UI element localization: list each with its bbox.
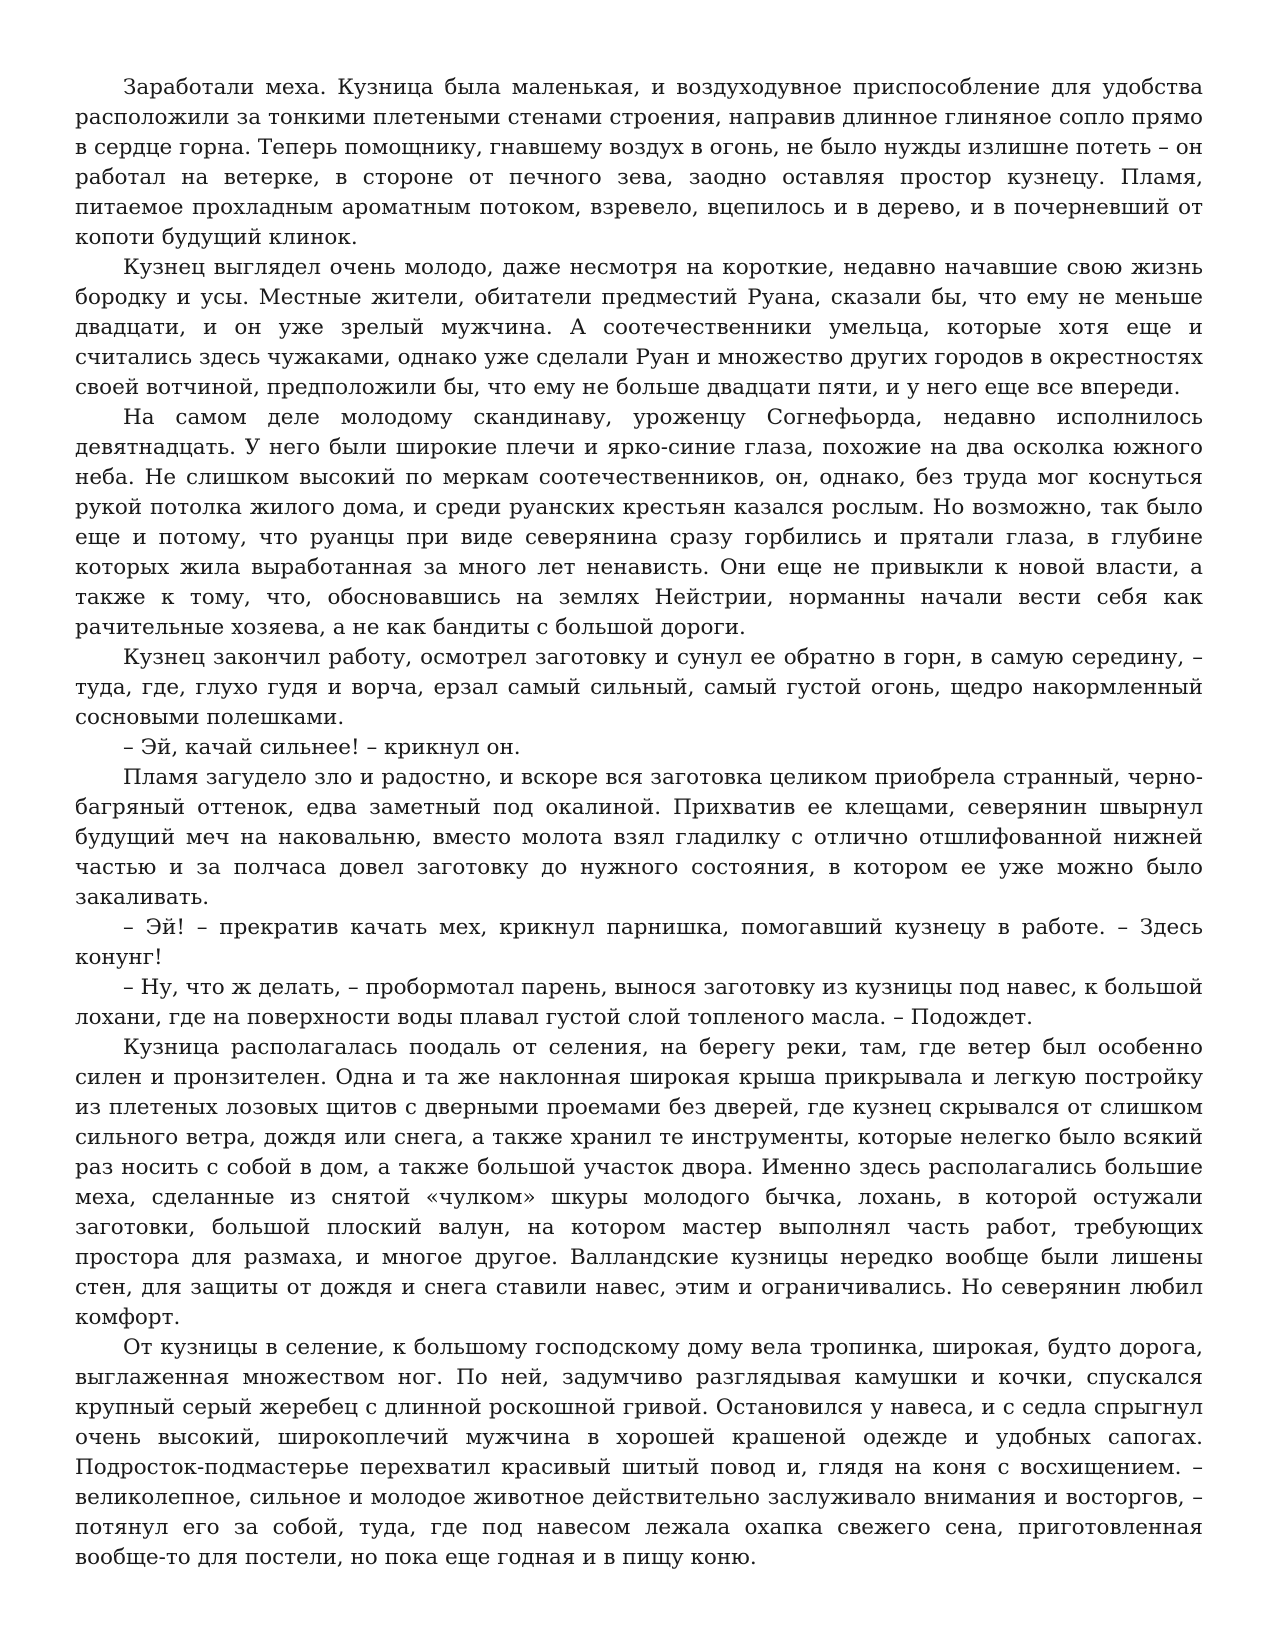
paragraph-7: – Эй! – прекратив качать мех, крикнул парнишка, помогавший кузнецу в работе. – Здесь конунг!: [75, 915, 1203, 970]
paragraph-2: Кузнец выглядел очень молодо, даже несмотря на короткие, недавно начавшие свою жизнь бородку и усы. Местные жители, обитатели предместий Руана, сказали бы, что ему не меньше двадцати, и он уже зрелый мужчина. А соотечественники умельца, которые хотя еще и считались здесь чужаками, однако уже сделали Руан и множество других городов в окрестностях своей вотчиной, предположили бы, что ему не больше двадцати пяти, и у него еще все впереди.: [75, 255, 1203, 400]
paragraph-6: Пламя загудело зло и радостно, и вскоре вся заготовка целиком приобрела странный, черно-багряный оттенок, едва заметный под окалиной. Прихватив ее клещами, северянин швырнул будущий меч на наковальню, вместо молота взял гладилку с отлично отшлифованной нижней частью и за полчаса довел заготовку до нужного состояния, в котором ее уже можно было закаливать.: [75, 765, 1203, 910]
paragraph-4: Кузнец закончил работу, осмотрел заготовку и сунул ее обратно в горн, в самую середину, – туда, где, глухо гудя и ворча, ерзал самый сильный, самый густой огонь, щедро накормленный сосновыми полешками.: [75, 645, 1203, 730]
paragraph-5: – Эй, качай сильнее! – крикнул он.: [123, 735, 521, 760]
paragraph-9: Кузница располагалась поодаль от селения, на берегу реки, там, где ветер был особенно силен и пронзителен. Одна и та же наклонная широкая крыша прикрывала и легкую постройку из плетеных лозовых щитов с дверными проемами без дверей, где кузнец скрывался от слишком сильного ветра, дождя или снега, а также хранил те инструменты, которые нелегко было всякий раз носить с собой в дом, а также большой участок двора. Именно здесь располагались большие меха, сделанные из снятой «чулком» шкуры молодого бычка, лохань, в которой остужали заготовки, большой плоский валун, на котором мастер выполнял часть работ, требующих простора для размаха, и многое другое. Валландские кузницы нередко вообще были лишены стен, для защиты от дождя и снега ставили навес, этим и ограничивались. Но северянин любил комфорт.: [75, 1035, 1203, 1330]
paragraph-1: Заработали меха. Кузница была маленькая, и воздуходувное приспособление для удобства расположили за тонкими плетеными стенами строения, направив длинное глиняное сопло прямо в сердце горна. Теперь помощнику, гнавшему воздух в огонь, не было нужды излишне потеть – он работал на ветерке, в стороне от печного зева, заодно оставляя простор кузнецу. Пламя, питаемое прохладным ароматным потоком, взревело, вцепилось и в дерево, и в почерневший от копоти будущий клинок.: [75, 75, 1203, 250]
paragraph-10: От кузницы в селение, к большому господскому дому вела тропинка, широкая, будто дорога, выглаженная множеством ног. По ней, задумчиво разглядывая камушки и кочки, спускался крупный серый жеребец с длинной роскошной гривой. Остановился у навеса, и с седла спрыгнул очень высокий, широкоплечий мужчина в хорошей крашеной одежде и удобных сапогах. Подросток-подмастерье перехватил красивый шитый повод и, глядя на коня с восхищением. – великолепное, сильное и молодое животное действительно заслуживало внимания и восторгов, – потянул его за собой, туда, где под навесом лежала охапка свежего сена, приготовленная вообще-то для постели, но пока еще годная и в пищу коню.: [75, 1335, 1203, 1570]
paragraph-3: На самом деле молодому скандинаву, уроженцу Согнефьорда, недавно исполнилось девятнадцать. У него были широкие плечи и ярко-синие глаза, похожие на два осколка южного неба. Не слишком высокий по меркам соотечественников, он, однако, без труда мог коснуться рукой потолка жилого дома, и среди руанских крестьян казался рослым. Но возможно, так было еще и потому, что руанцы при виде северянина сразу горбились и прятали глаза, в глубине которых жила выработанная за много лет ненависть. Они еще не привыкли к новой власти, а также к тому, что, обосновавшись на землях Нейстрии, норманны начали вести себя как рачительные хозяева, а не как бандиты с большой дороги.: [75, 405, 1203, 640]
paragraph-8: – Ну, что ж делать, – пробормотал парень, вынося заготовку из кузницы под навес, к большой лохани, где на поверхности воды плавал густой слой топленого масла. – Подождет.: [75, 975, 1203, 1030]
body-text: [75, 73, 1203, 1573]
